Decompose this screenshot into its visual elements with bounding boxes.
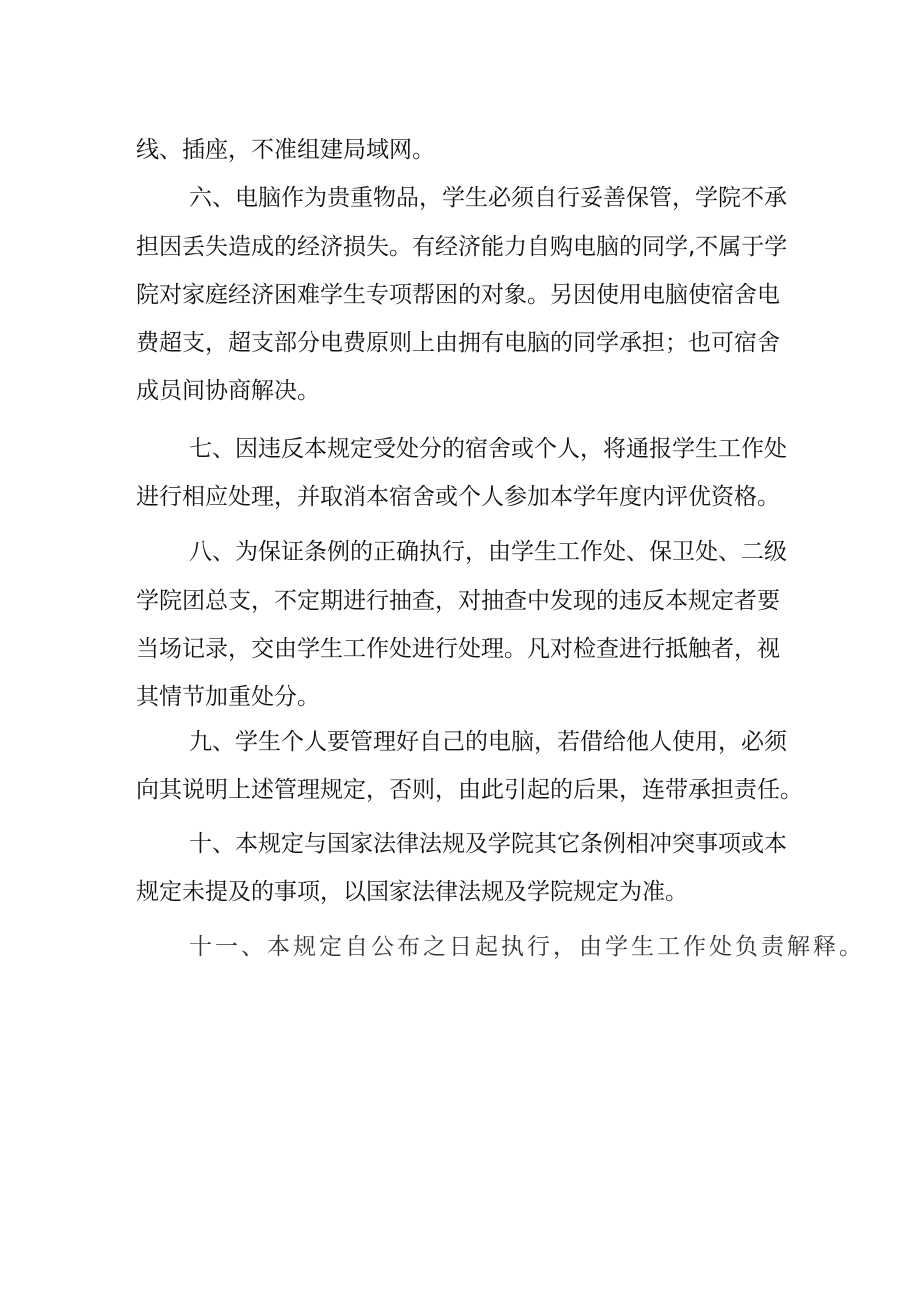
paragraph-eleven-line <box>0 929 920 965</box>
paragraph-nine-line <box>0 724 920 760</box>
line-text: 当场记录，交由学生工作处进行处理。凡对检查进行抵触者，视 <box>136 636 780 662</box>
line-text: 线、插座，不准组建局域网。 <box>136 137 435 163</box>
line-text: 向其说明上述管理规定，否则，由此引起的后果，连带承担责任。 <box>136 777 803 803</box>
text-line <box>0 277 920 313</box>
text-line <box>0 229 920 265</box>
paragraph-eight-line <box>0 534 920 570</box>
line-text: 规定未提及的事项，以国家法律法规及学院规定为准。 <box>136 879 688 905</box>
line-text: 学院团总支，不定期进行抽查，对抽查中发现的违反本规定者要 <box>136 588 780 614</box>
paragraph-seven-line <box>0 431 920 467</box>
line-text: 费超支，超支部分电费原则上由拥有电脑的同学承担；也可宿舍 <box>136 330 780 356</box>
line-text: 七、因违反本规定受处分的宿舍或个人，将通报学生工作处 <box>189 436 787 462</box>
line-text: 十、本规定与国家法律法规及学院其它条例相冲突事项或本 <box>189 831 787 857</box>
line-text: 八、为保证条例的正确执行，由学生工作处、保卫处、二级 <box>189 539 787 565</box>
line-text: 十一、本规定自公布之日起执行，由学生工作处负责解释。 <box>189 934 865 960</box>
text-line <box>0 479 920 515</box>
line-text: 进行相应处理，并取消本宿舍或个人参加本学年度内评优资格。 <box>136 484 780 510</box>
paragraph-six-line <box>0 180 920 216</box>
text-line <box>0 679 920 715</box>
text-line <box>0 132 920 168</box>
text-line <box>0 325 920 361</box>
line-text: 成员间协商解决。 <box>136 378 320 404</box>
line-text: 九、学生个人要管理好自己的电脑，若借给他人使用，必须 <box>189 729 787 755</box>
text-line <box>0 631 920 667</box>
text-line <box>0 874 920 910</box>
line-text: 担因丢失造成的经济损失。有经济能力自购电脑的同学,不属于学 <box>136 234 788 260</box>
line-text: 其情节加重处分。 <box>136 684 320 710</box>
text-line <box>0 772 920 808</box>
paragraph-ten-line <box>0 826 920 862</box>
line-text: 六、电脑作为贵重物品，学生必须自行妥善保管，学院不承 <box>189 185 787 211</box>
text-line <box>0 583 920 619</box>
text-line <box>0 373 920 409</box>
line-text: 院对家庭经济困难学生专项帮困的对象。另因使用电脑使宿舍电 <box>136 282 780 308</box>
